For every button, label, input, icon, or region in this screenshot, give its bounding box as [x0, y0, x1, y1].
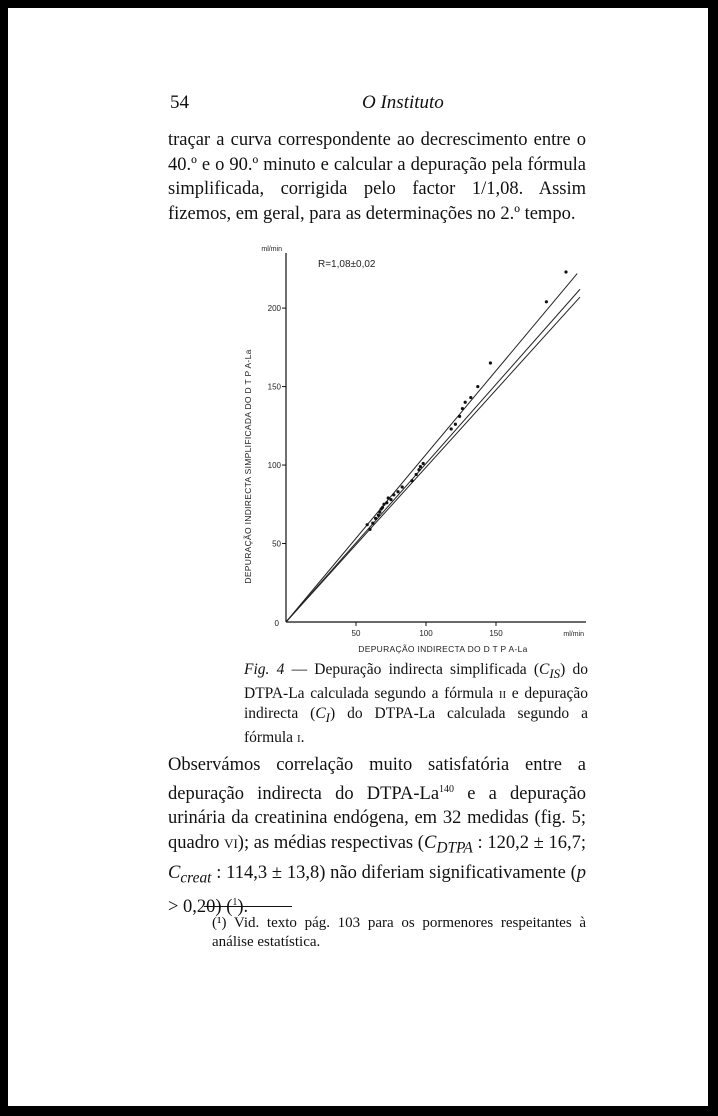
y-unit-label: ml/min: [261, 246, 282, 253]
p2-cdtpa-sub: DTPA: [436, 839, 473, 857]
y-tick-label: 50: [272, 539, 281, 549]
caption-cis-sub: IS: [549, 666, 561, 682]
figure-caption: [244, 660, 588, 748]
p2-text-2: e a depuração urinária da creatinina endógena, em 32 medidas (fig. 5; quadro: [168, 783, 586, 853]
data-point: [564, 270, 567, 273]
p2-text-6: > 0,20) (: [168, 897, 233, 918]
data-point: [410, 479, 413, 482]
origin-label: 0: [274, 619, 279, 628]
r-annotation: R=1,08±0,02: [318, 259, 376, 270]
data-point: [382, 503, 385, 506]
data-point: [464, 401, 467, 404]
caption-text-5: .: [300, 729, 305, 747]
regression-line: [286, 289, 580, 622]
data-point: [396, 490, 399, 493]
p2-text-4: : 120,2 ± 16,7;: [472, 832, 586, 853]
paragraph-2: [168, 753, 586, 920]
y-tick-label: 200: [267, 304, 281, 314]
p2-text-5: : 114,3 ± 13,8) não diferiam significativamente (: [211, 862, 577, 883]
caption-text-4: ) do DTPA-La calculada segundo a fórmula: [244, 705, 588, 747]
paragraph-1: [168, 128, 586, 226]
p2-ccreat: C: [168, 862, 181, 883]
data-point: [469, 396, 472, 399]
caption-formula-a: ii: [498, 685, 507, 703]
data-point: [371, 522, 374, 525]
x-tick-label: 150: [489, 629, 503, 638]
data-point: [377, 514, 380, 517]
data-point: [381, 506, 384, 509]
footnote: [168, 914, 586, 952]
x-unit-label: ml/min: [563, 631, 584, 638]
page: [8, 8, 708, 1106]
data-point: [387, 496, 390, 499]
p2-sup-140: 140: [439, 783, 455, 795]
data-point: [489, 361, 492, 364]
regression-line: [286, 297, 580, 622]
regression-line: [286, 274, 577, 622]
caption-text-1: Depuração indirecta simplificada (: [314, 661, 540, 678]
p2-ccreat-sub: creat: [180, 869, 212, 887]
data-point: [380, 507, 383, 510]
footnote-divider: [204, 906, 292, 907]
p2-text-1: Observámos correlação muito satisfatória entre a depuração indirecta do DTPA-La: [168, 755, 586, 804]
caption-formula-b: i: [296, 729, 301, 747]
data-point: [419, 465, 422, 468]
caption-label: Fig. 4: [244, 661, 285, 678]
data-point: [392, 493, 395, 496]
data-point: [385, 501, 388, 504]
data-point: [389, 498, 392, 501]
y-axis-title: DEPURAÇÃO INDIRECTA SIMPLIFICADA DO D T P A-La: [243, 349, 253, 584]
footnote-marker: (¹): [212, 915, 227, 931]
p2-p: p: [576, 862, 586, 883]
data-point: [417, 468, 420, 471]
data-point: [461, 407, 464, 410]
x-tick-label: 100: [419, 629, 433, 638]
chart-plot-area: [243, 246, 586, 654]
paragraph-1-text: traçar a curva correspondente ao decrescimento entre o 40.º e o 90.º minuto e calcular a depuração pela fórmula simplificada, corrigida pelo factor 1/1,08. Assim fizemos, em geral, para as determinações no 2.º tempo.: [168, 130, 586, 224]
caption-ci-sub: I: [325, 710, 330, 726]
data-point: [368, 528, 371, 531]
data-point: [415, 473, 418, 476]
data-point: [454, 423, 457, 426]
p2-text-7: ).: [237, 897, 249, 918]
y-tick-label: 100: [267, 461, 281, 471]
data-point: [450, 427, 453, 430]
data-point: [401, 485, 404, 488]
caption-dash: —: [284, 661, 315, 678]
caption-ci: C: [315, 705, 326, 723]
caption-text-2: ) do DTPA-La calculada segundo a fórmula: [244, 661, 589, 703]
data-point: [458, 415, 461, 418]
p2-footnote-ref: 1: [232, 897, 238, 909]
data-point: [378, 511, 381, 514]
data-point: [366, 523, 369, 526]
data-point: [422, 462, 425, 465]
p2-quadro: vi: [224, 832, 238, 853]
data-point: [476, 385, 479, 388]
journal-title: O Instituto: [362, 92, 444, 113]
data-point: [374, 517, 377, 520]
p2-text-3: ); as médias respectivas (: [237, 832, 424, 853]
x-axis-title: DEPURAÇÃO INDIRECTA DO D T P A-La: [358, 644, 528, 654]
caption-text-3: e depuração indirecta (: [244, 685, 588, 723]
footnote-text: Vid. texto pág. 103 para os pormenores respeitantes à análise estatística.: [212, 915, 586, 950]
data-point: [545, 300, 548, 303]
y-tick-label: 150: [267, 382, 281, 392]
p2-cdtpa: C: [423, 832, 437, 853]
caption-cis: C: [539, 661, 550, 678]
page-number: 54: [170, 92, 189, 113]
x-tick-label: 50: [351, 629, 361, 638]
